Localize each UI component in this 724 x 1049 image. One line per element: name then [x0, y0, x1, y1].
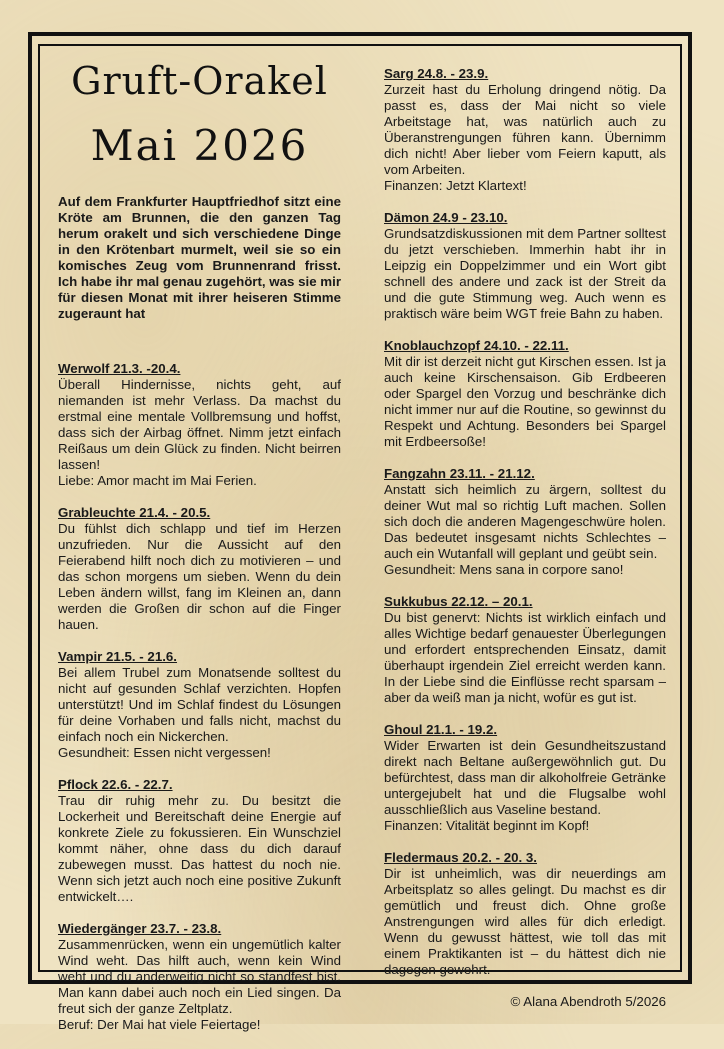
sign-wiedergaenger: [58, 921, 341, 1033]
sign-text: Grundsatzdiskussionen mit dem Partner solltest du jetzt verschieben. Immerhin habt ihr in Leipzig ein Doppelzimmer und ein Wort gibt schnell des andere und zack ist der Streit da und die gute Stimmung weg. Auch wenn es praktisch wäre beim WGT freie Bahn zu haben.: [384, 226, 666, 321]
sign-heading: Vampir 21.5. - 21.6.: [58, 649, 178, 664]
sign-extra: Gesundheit: Mens sana in corpore sano!: [384, 562, 624, 577]
sign-daemon: [384, 210, 666, 322]
sign-grableuchte: [58, 505, 341, 633]
sign-sarg: [384, 66, 666, 194]
sign-heading: Fledermaus 20.2. - 20. 3.: [384, 850, 537, 865]
sign-text: Überall Hindernisse, nichts geht, auf niemanden ist mehr Verlass. Da machst du erstmal eine mentale Vollbremsung und hoffst, dass sich der Airbag öffnet. Nimm jetzt einfach Reißaus um dein Glück zu finden. Nicht beirren lassen!: [58, 377, 341, 472]
sign-extra: Finanzen: Vitalität beginnt im Kopf!: [384, 818, 590, 833]
sign-pflock: [58, 777, 341, 905]
sign-heading: Grableuchte 21.4. - 20.5.: [58, 505, 211, 520]
sign-text: Zusammenrücken, wenn ein ungemütlich kalter Wind weht. Das hilft auch, wenn kein Wind weht und du anderweitig nicht so standfest bist. Man kann dabei auch noch ein Lied singen. Da freut sich der ganze Zeltplatz.: [58, 937, 341, 1016]
sign-heading: Wiedergänger 23.7. - 23.8.: [58, 921, 222, 936]
sign-heading: Sarg 24.8. - 23.9.: [384, 66, 489, 81]
sign-text: Du fühlst dich schlapp und tief im Herzen unzufrieden. Nur die Aussicht auf den Feierabend hilft noch dich zu motivieren – und das schon morgens um sieben. Wenn du dein Leben ändern willst, fang im Kleinen an, dann werden die Großen dir schon auf die Finger hauen.: [58, 521, 341, 632]
sign-fangzahn: [384, 466, 666, 578]
sign-ghoul: [384, 722, 666, 834]
sign-text: Bei allem Trubel zum Monatsende solltest du nicht auf gesunden Schlaf verzichten. Hopfen unterstützt! Und im Schlaf findest du Lösungen für deine Vorhaben und falls nicht, machst du einfach noch ein Nickerchen.: [58, 665, 341, 744]
intro-text: Auf dem Frankfurter Hauptfriedhof sitzt eine Kröte am Brunnen, die den ganzen Tag herum orakelt und sich verschiedene Dinge in den Krötenbart murmelt, weil sie so ein komisches Zeug vom Brunnenrand frisst. Ich habe ihr mal genau zugehört, was sie mir für diesen Monat mit ihrer heiseren Stimme zugeraunt hat: [58, 194, 342, 321]
sign-knoblauchzopf: [384, 338, 666, 450]
sign-werwolf: [58, 361, 341, 489]
sign-extra: Beruf: Der Mai hat viele Feiertage!: [58, 1017, 261, 1032]
sign-extra: Liebe: Amor macht im Mai Ferien.: [58, 473, 257, 488]
sign-vampir: [58, 649, 341, 761]
sign-extra: Finanzen: Jetzt Klartext!: [384, 178, 527, 193]
sign-text: Zurzeit hast du Erholung dringend nötig. Da passt es, dass der Mai nicht so viele Arbeitstage hat, was natürlich auch zu Überanstrengungen führen kann. Übernimm dich nicht! Aber lieber vom Feiern kaputt, als vom Arbeiten.: [384, 82, 666, 177]
sign-heading: Sukkubus 22.12. – 20.1.: [384, 594, 533, 609]
sign-heading: Knoblauchzopf 24.10. - 22.11.: [384, 338, 569, 353]
sign-text: Dir ist unheimlich, was dir neuerdings am Arbeitsplatz so alles gelingt. Du machst es dir gemütlich und freust dich. Ohne große Anstrengungen wird alles für dich erledigt. Wenn du gewusst hättest, wie toll das mit einem Praktikanten ist – du hättest dich nie dagegen gewehrt.: [384, 866, 666, 977]
copyright: © Alana Abendroth 5/2026: [510, 994, 666, 1009]
sign-heading: Dämon 24.9 - 23.10.: [384, 210, 508, 225]
title-line-2: Mai 2026: [90, 121, 309, 170]
sign-heading: Ghoul 21.1. - 19.2.: [384, 722, 498, 737]
title-line-1: Gruft-Orakel: [71, 59, 328, 103]
sign-text: Trau dir ruhig mehr zu. Du besitzt die Lockerheit und Bereitschaft deine Energie auf konkrete Ziele zu fokussieren. Ein Wunschziel kommt näher, ohne dass du dich darauf zubewegen musst. Das hattest du noch nie. Wenn sich jetzt auch noch eine positive Zukunft entwickelt….: [58, 793, 341, 904]
sign-extra: Gesundheit: Essen nicht vergessen!: [58, 745, 271, 760]
sign-text: Du bist genervt: Nichts ist wirklich einfach und alles Wichtige bedarf genauester Überlegungen und erfordert entsprechenden Einsatz, damit überhaupt irgendein Ziel erreicht werden kann. In der Liebe sind die Einflüsse recht sparsam – aber da weiß man ja nicht, wofür es gut ist.: [384, 610, 666, 705]
sign-text: Wider Erwarten ist dein Gesundheitszustand direkt nach Beltane außergewöhnlich gut. Du befürchtest, dass man dir alkoholfreie Getränke untergejubelt hat und die Flugsalbe wohl ausschließlich aus Vaseline bestand.: [384, 738, 666, 817]
sign-text: Anstatt sich heimlich zu ärgern, solltest du deiner Wut mal so richtig Luft machen. Sollen sich doch die anderen Magengeschwüre holen. Das bedeutet insgesamt nichts Schlechtes – auch ein Wutanfall will geplant und geübt sein.: [384, 482, 666, 561]
sign-heading: Pflock 22.6. - 22.7.: [58, 777, 173, 792]
sign-sukkubus: [384, 594, 666, 706]
sign-text: Mit dir ist derzeit nicht gut Kirschen essen. Ist ja auch keine Kirschensaison. Gib Erdbeeren oder Spargel den Vorzug und beschränke dich nicht immer nur auf die Routine, so gewinnst du Respekt und Achtung. Besonders bei Spargel mit Erdbeersoße!: [384, 354, 666, 449]
left-column: [58, 52, 341, 1049]
sign-heading: Fangzahn 23.11. - 21.12.: [384, 466, 535, 481]
sign-heading: Werwolf 21.3. -20.4.: [58, 361, 181, 376]
sign-fledermaus: [384, 850, 666, 978]
right-column: [384, 66, 666, 1010]
